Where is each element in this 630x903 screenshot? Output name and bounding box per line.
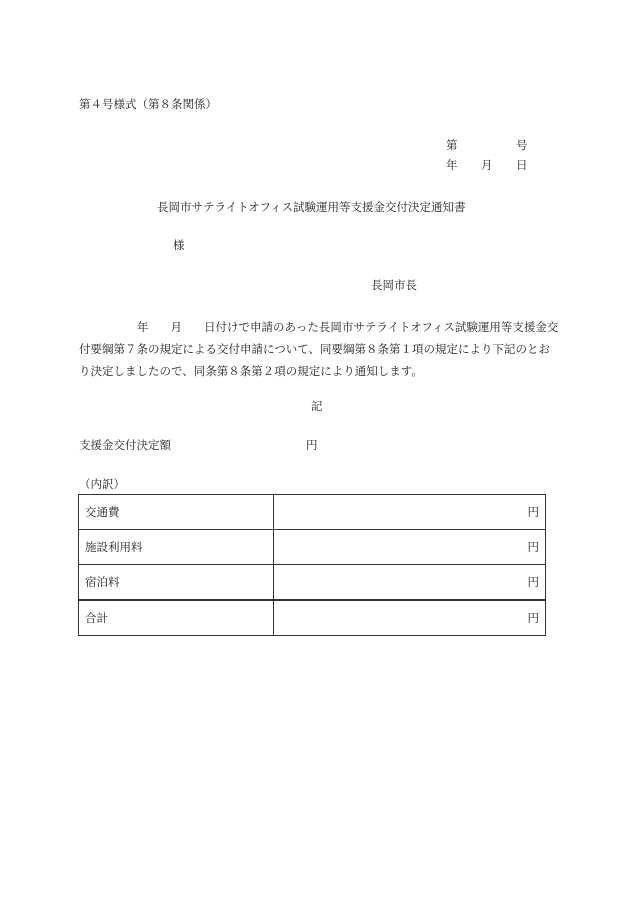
table-row [79,495,546,530]
doc-date-month: 月 [481,158,493,172]
breakdown-item-facility: 施設利用料 [79,530,274,565]
body-year: 年 [137,320,149,334]
ki-heading: 記 [311,399,323,413]
body-paragraph [79,316,559,382]
doc-number-suffix: 号 [516,138,528,152]
decision-amount-label: 支援金交付決定額 [79,438,171,452]
doc-number-prefix: 第 [446,138,458,152]
doc-date-day: 日 [516,158,528,172]
doc-date-year: 年 [446,158,458,172]
table-row-total [79,600,546,636]
breakdown-table [78,494,546,636]
issuer-name: 長岡市長 [371,278,417,292]
table-row [79,565,546,601]
breakdown-item-total: 合計 [79,600,274,636]
body-text: 日付けで申請のあった長岡市サテライトオフィス試験運用等支援金交付要綱第７条の規定による交付申請について、同要綱第８条第１項の規定により下記のとおり決定しましたので、同条第８条第２項の規定により通知します。 [79,320,559,378]
breakdown-amount-total: 円 [274,600,546,636]
breakdown-amount-lodging: 円 [274,565,546,601]
body-month: 月 [170,320,182,334]
recipient-suffix: 様 [173,238,185,252]
document-title: 長岡市サテライトオフィス試験運用等支援金交付決定通知書 [157,200,466,214]
form-number: 第４号様式（第８条関係） [79,97,217,111]
table-row [79,530,546,565]
decision-amount-unit: 円 [306,438,318,452]
breakdown-item-transport: 交通費 [79,495,274,530]
breakdown-amount-facility: 円 [274,530,546,565]
breakdown-amount-transport: 円 [274,495,546,530]
breakdown-heading: （内訳） [79,477,125,491]
breakdown-item-lodging: 宿泊料 [79,565,274,601]
